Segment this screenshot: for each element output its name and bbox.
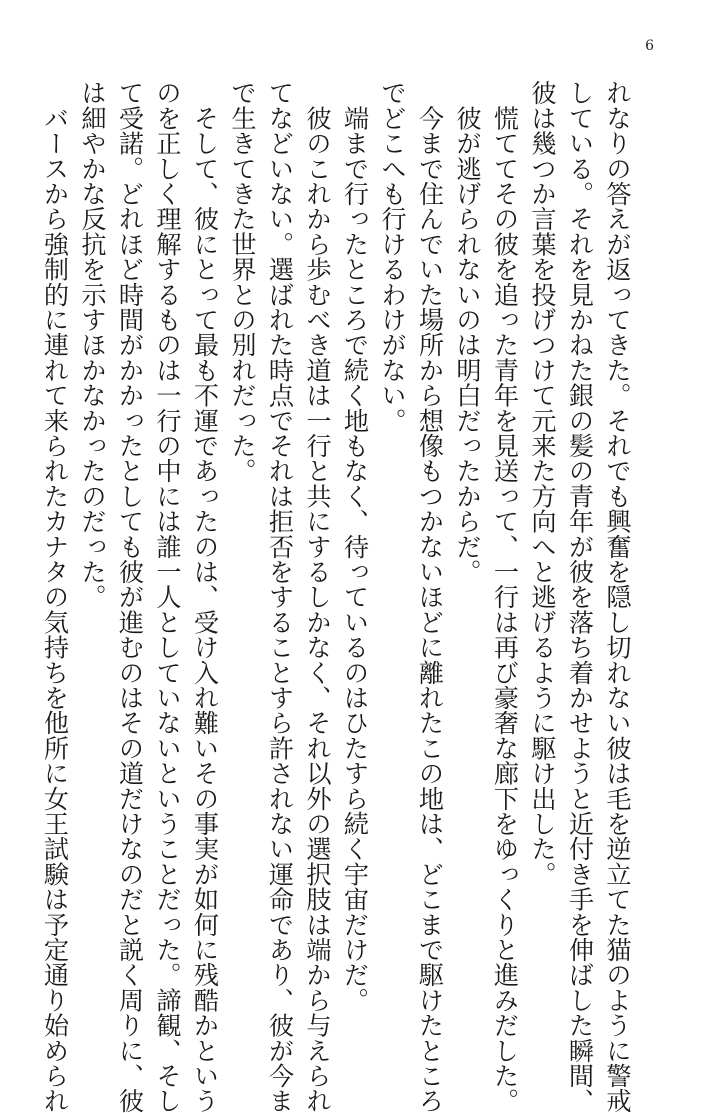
text-line: 今まで住んでいた場所から想像もつかないほどに離れたこの地は、どこまで駆けたところ xyxy=(415,80,445,1113)
text-line: でどこへも行けるわけがない。 xyxy=(378,80,407,433)
text-line: は細やかな反抗を示すほかなかったのだった。 xyxy=(78,80,107,610)
text-line: している。それを見かねた銀の髪の青年が彼を落ち着かせようと近付き手を伸ばした瞬間、 xyxy=(565,80,595,1113)
page-number: 6 xyxy=(645,38,654,54)
text-line: 彼のこれから歩むべき道は一行と共にするしかなく、それ以外の選択肢は端から与えられ xyxy=(303,80,332,1113)
text-line: で生きてきた世界との別れだった。 xyxy=(228,80,257,484)
text-line: 彼は幾つか言葉を投げつけて元来た方向へと逃げるように駆け出した。 xyxy=(528,80,557,887)
text-line: てなどいない。選ばれた時点でそれは拒否をすることすら許されない運命であり、彼が今ま xyxy=(265,80,295,1113)
text-line: そして、彼にとって最も不運であったのは、受け入れ難いその事実が如何に残酷かという xyxy=(190,80,220,1113)
text-line: 端まで行ったところで続く地もなく、待っているのはひたすら続く宇宙だけだ。 xyxy=(340,80,370,1013)
text-line: て受諾。どれほど時間がかかったとしても彼が進むのはその道だけなのだと説く周りに、彼 xyxy=(115,80,145,1113)
text-line: のを正しく理解するものは一行の中には誰一人としていないということだった。諦観、そし xyxy=(153,80,182,1113)
text-line: 彼が逃げられないのは明白だったからだ。 xyxy=(453,80,482,584)
text-line: バースから強制的に連れて来られたカナタの気持ちを他所に女王試験は予定通り始められ xyxy=(40,80,70,1113)
text-line: 慌ててその彼を追った青年を見送って、一行は再び豪奢な廊下をゆっくりと進みだした。 xyxy=(490,80,520,1113)
vertical-text-body xyxy=(36,80,636,1113)
text-line: れなりの答えが返ってきた。それでも興奮を隠し切れない彼は毛を逆立てた猫のように警戒 xyxy=(603,80,632,1113)
